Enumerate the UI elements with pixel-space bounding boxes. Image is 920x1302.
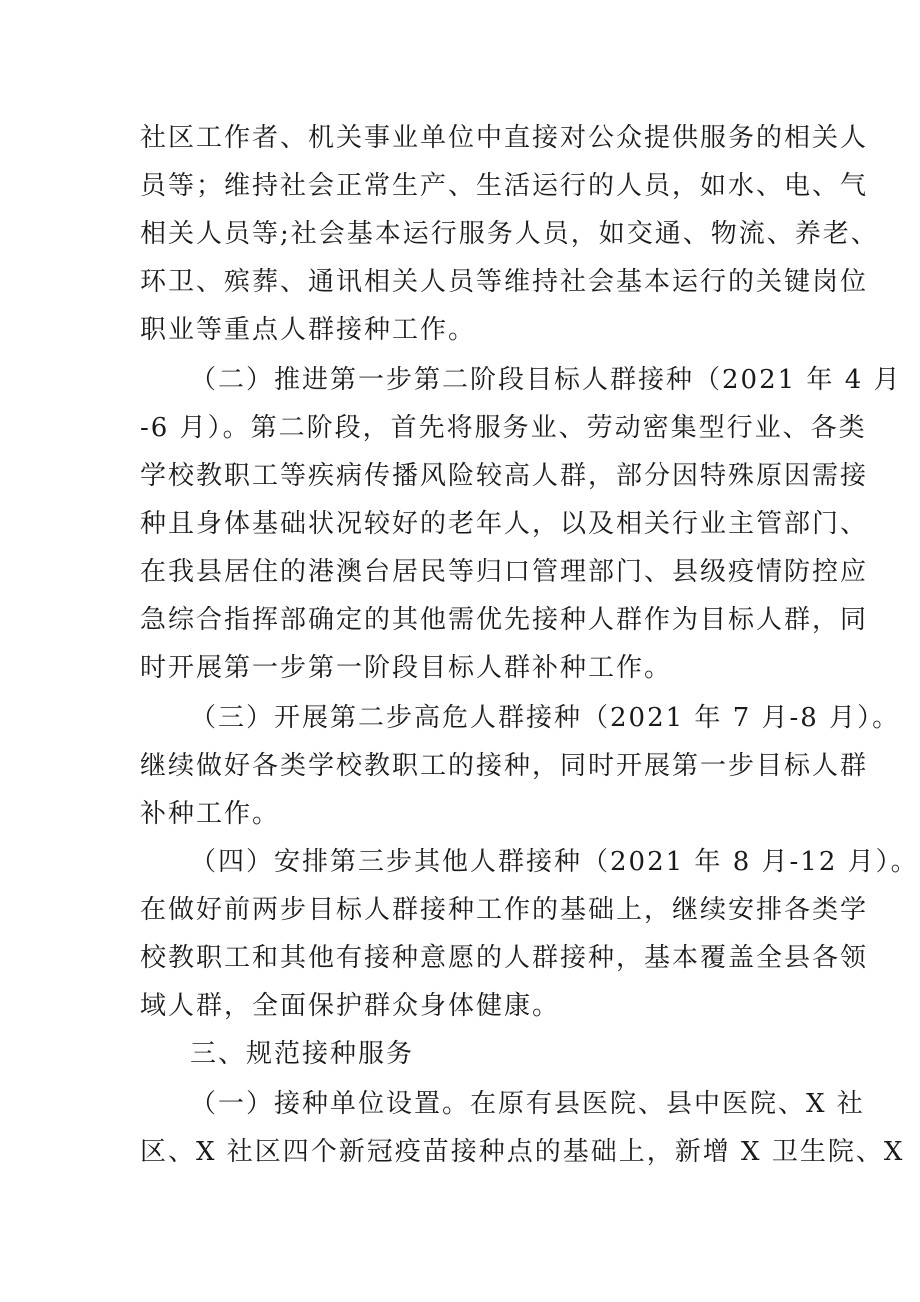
text-line: 社区工作者、机关事业单位中直接对公众提供服务的相关人 bbox=[140, 123, 869, 153]
text-line: （三）开展第二步高危人群接种（2021 年 7 月-8 月）。 bbox=[190, 703, 901, 733]
text-line: 时开展第一步第一阶段目标人群补种工作。 bbox=[140, 653, 673, 683]
text-line: 域人群，全面保护群众身体健康。 bbox=[140, 991, 561, 1021]
text-line: 种且身体基础状况较好的老年人，以及相关行业主管部门、 bbox=[140, 509, 869, 539]
section-heading: 三、规范接种服务 bbox=[190, 1039, 415, 1069]
text-line: 继续做好各类学校教职工的接种，同时开展第一步目标人群 bbox=[140, 751, 869, 781]
text-line: （四）安排第三步其他人群接种（2021 年 8 月-12 月）。 bbox=[190, 847, 919, 877]
text-line: 急综合指挥部确定的其他需优先接种人群作为目标人群，同 bbox=[140, 605, 869, 635]
text-line: （一）接种单位设置。在原有县医院、县中医院、X 社 bbox=[190, 1089, 865, 1119]
text-line: 环卫、殡葬、通讯相关人员等维持社会基本运行的关键岗位 bbox=[140, 267, 869, 297]
text-line: 校教职工和其他有接种意愿的人群接种，基本覆盖全县各领 bbox=[140, 943, 869, 973]
text-line: 区、X 社区四个新冠疫苗接种点的基础上，新增 X 卫生院、X bbox=[140, 1137, 905, 1167]
text-line: 在我县居住的港澳台居民等归口管理部门、县级疫情防控应 bbox=[140, 557, 869, 587]
text-line: （二）推进第一步第二阶段目标人群接种（2021 年 4 月 bbox=[190, 365, 902, 395]
text-line: 相关人员等;社会基本运行服务人员，如交通、物流、养老、 bbox=[140, 219, 879, 249]
text-line: 在做好前两步目标人群接种工作的基础上，继续安排各类学 bbox=[140, 895, 869, 925]
text-line: 补种工作。 bbox=[140, 799, 281, 829]
text-line: 学校教职工等疾病传播风险较高人群，部分因特殊原因需接 bbox=[140, 461, 869, 491]
text-line: 员等；维持社会正常生产、生活运行的人员，如水、电、气 bbox=[140, 171, 869, 201]
text-line: 职业等重点人群接种工作。 bbox=[140, 315, 477, 345]
text-line: -6 月）。第二阶段，首先将服务业、劳动密集型行业、各类 bbox=[140, 413, 867, 443]
